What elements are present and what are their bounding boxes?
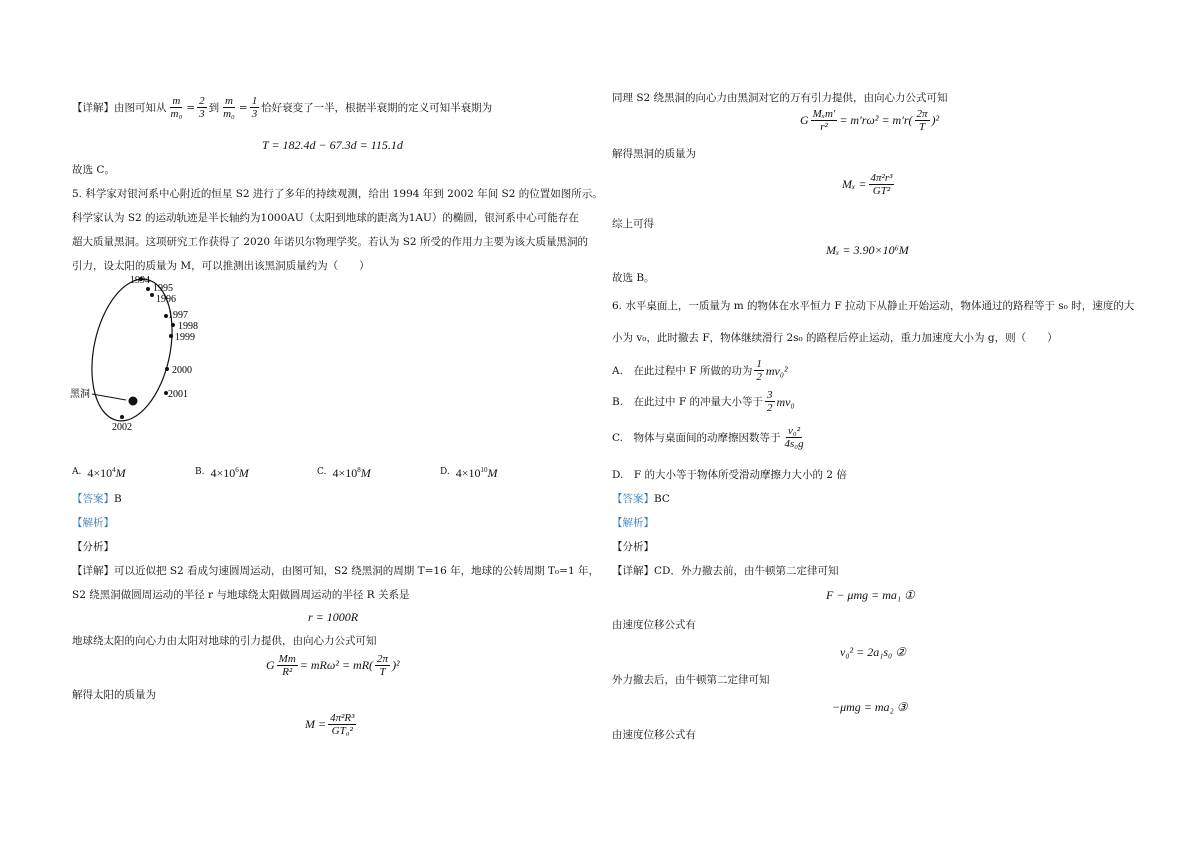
year-2001: 2001 xyxy=(168,389,188,400)
q6-option-c: C. 物体与桌面间的动摩擦因数等于 $\frac{\text{v₀²}}{\text{4s₀g}}$ xyxy=(612,425,804,450)
point-2002 xyxy=(120,415,124,419)
black-hole-label: 黑洞 xyxy=(70,389,90,400)
detail2-line-2: S2 绕黑洞做圆周运动的半径 r 与地球绕太阳做圆周运动的半径 R 关系是 xyxy=(72,589,410,601)
choose-c: 故选 C。 xyxy=(72,164,115,176)
summary-line: 综上可得 xyxy=(612,218,654,230)
point-2000 xyxy=(165,367,169,371)
same-line: 同理 S2 绕黑洞的向心力由黑洞对它的万有引力提供，由向心力公式可知 xyxy=(612,92,948,104)
year-2002: 2002 xyxy=(112,422,132,433)
q5-line-3: 超大质量黑洞。这项研究工作获得了 2020 年诺贝尔物理学奖。若认为 S2 所受的作用力主要为该大质量黑洞的 xyxy=(72,236,588,248)
q5-option-a: A. $4\times 10^4M$ xyxy=(72,466,126,480)
q5-option-b: B. $4\times 10^6M$ xyxy=(195,466,249,480)
q5-answer: 【答案】B xyxy=(72,493,122,505)
detail1-paragraph: 【详解】由图可知从 $\frac{m}{\text{m₀}}$ = $\frac{2}{3}$ 到 $\frac{m}{\text{m₀}}$ = $\frac{1}{3}$ 恰好衰变了一半，根据半衰期的定义可知半衰期为 xyxy=(72,95,493,120)
equation-3: −μmg = ma₂ ③ xyxy=(832,700,908,714)
equation-sun-mass: M = $\frac{\text{4π²R³}}{\text{GT₀²}}$ xyxy=(305,712,355,737)
q6-line-1: 6. 水平桌面上，一质量为 m 的物体在水平恒力 F 拉动下从静止开始运动，物体通过的路程等于 s₀ 时，速度的大 xyxy=(612,300,1135,312)
q5-option-c: C. $4\times 10^8M$ xyxy=(317,466,371,480)
equation-result: Mₓ = 3.90×10⁶M xyxy=(826,243,909,257)
year-1998: 1998 xyxy=(178,321,198,332)
fraction-one-third: $\frac{1}{3}$ xyxy=(251,95,258,120)
q5-line-2: 科学家认为 S2 的运动轨迹是半长轴约为1000AU（太阳到地球的距离为1AU）的椭圆，银河系中心可能存在 xyxy=(72,212,579,224)
sun-force-line: 地球绕太阳的向心力由太阳对地球的引力提供，由向心力公式可知 xyxy=(72,635,377,647)
point-1999 xyxy=(169,334,173,338)
point-1995 xyxy=(146,287,150,291)
velocity-line-2: 由速度位移公式有 xyxy=(612,729,696,741)
bh-mass-line: 解得黑洞的质量为 xyxy=(612,148,696,160)
equation-1: F − μmg = ma₁ ① xyxy=(826,588,915,602)
s2-orbit-diagram xyxy=(60,270,260,438)
q6-line-2: 小为 v₀，此时撤去 F，物体继续滑行 2s₀ 的路程后停止运动，重力加速度大小为 g，则（ ） xyxy=(612,332,1058,344)
year-1995: 1995 xyxy=(153,283,173,294)
q5-line-4: 引力，设太阳的质量为 M，可以推测出该黑洞质量约为（ ） xyxy=(72,260,370,272)
after-removal-line: 外力撤去后，由牛顿第二定律可知 xyxy=(612,674,770,686)
q6-option-a: A. 在此过程中 F 所做的功为 $\frac{1}{2}$ mv₀² xyxy=(612,358,788,383)
fraction-m-over-m0: $\frac{m}{\text{m₀}}$ xyxy=(170,95,183,120)
equation-bh-mass: Mₓ = $\frac{\text{4π²r³}}{\text{GT²}}$ xyxy=(842,172,893,197)
equation-bh-centripetal: G $\frac{\text{Mₓm′}}{\text{r²}}$ = m′rω² = m′r( $\frac{2\pi}{T}$ )² xyxy=(800,108,940,133)
year-1999: 1999 xyxy=(175,332,195,343)
year-1997: 1997 xyxy=(168,310,188,321)
year-2000: 2000 xyxy=(172,365,192,376)
year-1996: 1996 xyxy=(156,294,176,305)
black-hole-dot xyxy=(129,397,138,406)
q6-analysis-label: 【解析】 xyxy=(612,517,654,529)
equation-half-life: T = 182.4d − 67.3d = 115.1d xyxy=(262,138,403,152)
fraction-two-thirds: $\frac{2}{3}$ xyxy=(199,95,205,120)
q6-detail-line: 【详解】CD．外力撤去前，由牛顿第二定律可知 xyxy=(612,565,839,577)
q6-option-b: B. 在此过中 F 的冲量大小等于 $\frac{3}{2}$ mv₀ xyxy=(612,389,795,414)
choose-b: 故选 B。 xyxy=(612,272,655,284)
q5-fenxi-label: 【分析】 xyxy=(72,541,114,553)
velocity-line-1: 由速度位移公式有 xyxy=(612,619,696,631)
equation-r: r = 1000R xyxy=(308,610,359,624)
point-1998 xyxy=(171,323,175,327)
right-column xyxy=(600,0,1200,849)
equation-sun-centripetal: G $\frac{Mm}{\text{R²}}$ = mRω² = mR( $\frac{2\pi}{T}$ )² xyxy=(266,653,400,678)
fraction-m-over-m0-b: $\frac{m}{\text{m₀}}$ xyxy=(223,95,235,120)
year-1994: 1994 xyxy=(130,275,150,286)
detail1-suffix: 恰好衰变了一半，根据半衰期的定义可知半衰期为 xyxy=(261,101,493,114)
q5-option-d: D. $4\times 10^{10}M$ xyxy=(440,466,498,480)
q6-answer: 【答案】BC xyxy=(612,493,670,505)
detail2-line-1: 【详解】可以近似把 S2 看成匀速圆周运动，由图可知，S2 绕黑洞的周期 T=16 年，地球的公转周期 T₀=1 年， xyxy=(72,565,599,577)
equation-2: v₀² = 2a₁s₀ ② xyxy=(840,645,906,659)
q5-analysis-label: 【解析】 xyxy=(72,517,114,529)
q6-option-d: D. F 的大小等于物体所受滑动摩擦力大小的 2 倍 xyxy=(612,469,847,481)
q6-fenxi-label: 【分析】 xyxy=(612,541,654,553)
sun-mass-line: 解得太阳的质量为 xyxy=(72,689,156,701)
detail1-prefix: 【详解】由图可知从 xyxy=(72,101,167,114)
q5-line-1: 5. 科学家对银河系中心附近的恒星 S2 进行了多年的持续观测，给出 1994 年到 2002 年间 S2 的位置如图所示。 xyxy=(72,188,603,200)
